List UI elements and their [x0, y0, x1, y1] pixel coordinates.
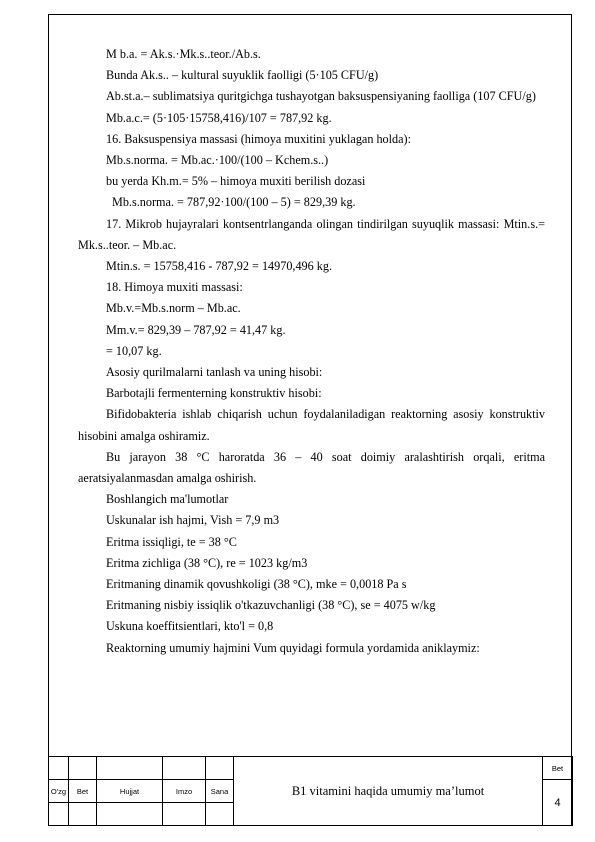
definition-absta: Ab.st.a.– sublimatsiya quritgichga tushayotgan baksuspensiyaning faolliga (107 CFU/g) — [106, 89, 536, 104]
stamp-title: B1 vitamini haqida umumiy ma’lumot — [234, 757, 543, 826]
section-fermenter-heading: Barbotajli fermenterning konstruktiv hisobi: — [106, 386, 322, 401]
calc-mtins: Mtin.s. = 15758,416 - 787,92 = 14970,496 kg. — [106, 259, 333, 274]
stamp-page-number: 4 — [543, 780, 573, 826]
stamp-col-list: Bet — [69, 780, 97, 803]
stamp-page-label: Bet — [543, 757, 573, 780]
stamp-cell — [163, 757, 206, 780]
formula-mbs-norma: Mb.s.norma. = Mb.ac.·100/(100 – Kchem.s..) — [106, 153, 329, 168]
stamp-col-date: Sana — [206, 780, 234, 803]
stamp-cell — [97, 803, 163, 826]
paragraph-process: Bu jarayon 38 °C haroratda 36 – 40 soat doimiy aralashtirish orqali, eritma aeratsiyalanmasdan amalga oshirish. — [78, 449, 545, 486]
title-block — [48, 756, 572, 826]
definition-aks: Bunda Ak.s.. – kultural suyuklik faolligi (5·105 CFU/g) — [106, 68, 379, 83]
param-viscosity: Eritmaning dinamik qovushkoligi (38 °C), mke = 0,0018 Pa s — [106, 577, 407, 592]
result-line: = 10,07 kg. — [106, 343, 162, 358]
param-temperature: Eritma issiqligi, te = 38 °C — [106, 534, 237, 549]
formula-mbv: Mb.v.=Mb.s.norm – Mb.ac. — [106, 301, 241, 316]
section-equipment-heading: Asosiy qurilmalarni tanlash va uning hisobi: — [106, 365, 323, 380]
reactor-volume-intro: Reaktorning umumiy hajmini Vum quyidagi formula yordamida aniklaymiz: — [106, 640, 480, 655]
stamp-col-izm: O'zg — [49, 780, 69, 803]
document-body — [78, 44, 545, 659]
stamp-cell — [69, 757, 97, 780]
stamp-cell — [49, 803, 69, 826]
calc-mmv: Mm.v.= 829,39 – 787,92 = 41,47 kg. — [106, 322, 286, 337]
stamp-cell — [206, 803, 234, 826]
stamp-cell — [97, 757, 163, 780]
step-18-heading: 18. Himoya muxiti massasi: — [106, 280, 243, 295]
step-17-paragraph: 17. Mikrob hujayralari kontsentrlanganda olingan tindirilgan suyuqlik massasi: Mtin.s.= Mk.s..teor. – Mb.ac. — [78, 216, 545, 252]
calc-mbs-norma: Mb.s.norma. = 787,92·100/(100 – 5) = 829,39 kg. — [112, 195, 356, 210]
formula-mba: M b.a. = Ak.s.·Mk.s..teor./Ab.s. — [106, 47, 261, 61]
param-heat-capacity: Eritmaning nisbiy issiqlik o'tkazuvchanligi (38 °C), se = 4075 w/kg — [106, 598, 436, 613]
step-16-heading: 16. Baksuspensiya massasi (himoya muxitini yuklagan holda): — [106, 131, 411, 146]
stamp-col-doc: Hujjat — [97, 780, 163, 803]
stamp-cell — [49, 757, 69, 780]
calc-mbac: Mb.a.c.= (5·105·15758,416)/107 = 787,92 kg. — [106, 110, 332, 125]
paragraph-bifidobacteria: Bifidobakteria ishlab chiqarish uchun foydalaniladigan reaktorning asosiy konstruktiv hisobini amalga oshiramiz. — [78, 407, 545, 443]
initial-data-heading: Boshlangich ma'lumotlar — [106, 492, 229, 507]
stamp-cell — [163, 803, 206, 826]
stamp-col-sign: Imzo — [163, 780, 206, 803]
param-coefficient: Uskuna koeffitsientlari, kto'l = 0,8 — [106, 619, 274, 634]
stamp-cell — [69, 803, 97, 826]
param-volume: Uskunalar ish hajmi, Vish = 7,9 m3 — [106, 513, 280, 528]
stamp-cell — [206, 757, 234, 780]
definition-khm: bu yerda Kh.m.= 5% – himoya muxiti berilish dozasi — [106, 174, 366, 189]
param-density: Eritma zichliga (38 °C), re = 1023 kg/m3 — [106, 555, 308, 570]
